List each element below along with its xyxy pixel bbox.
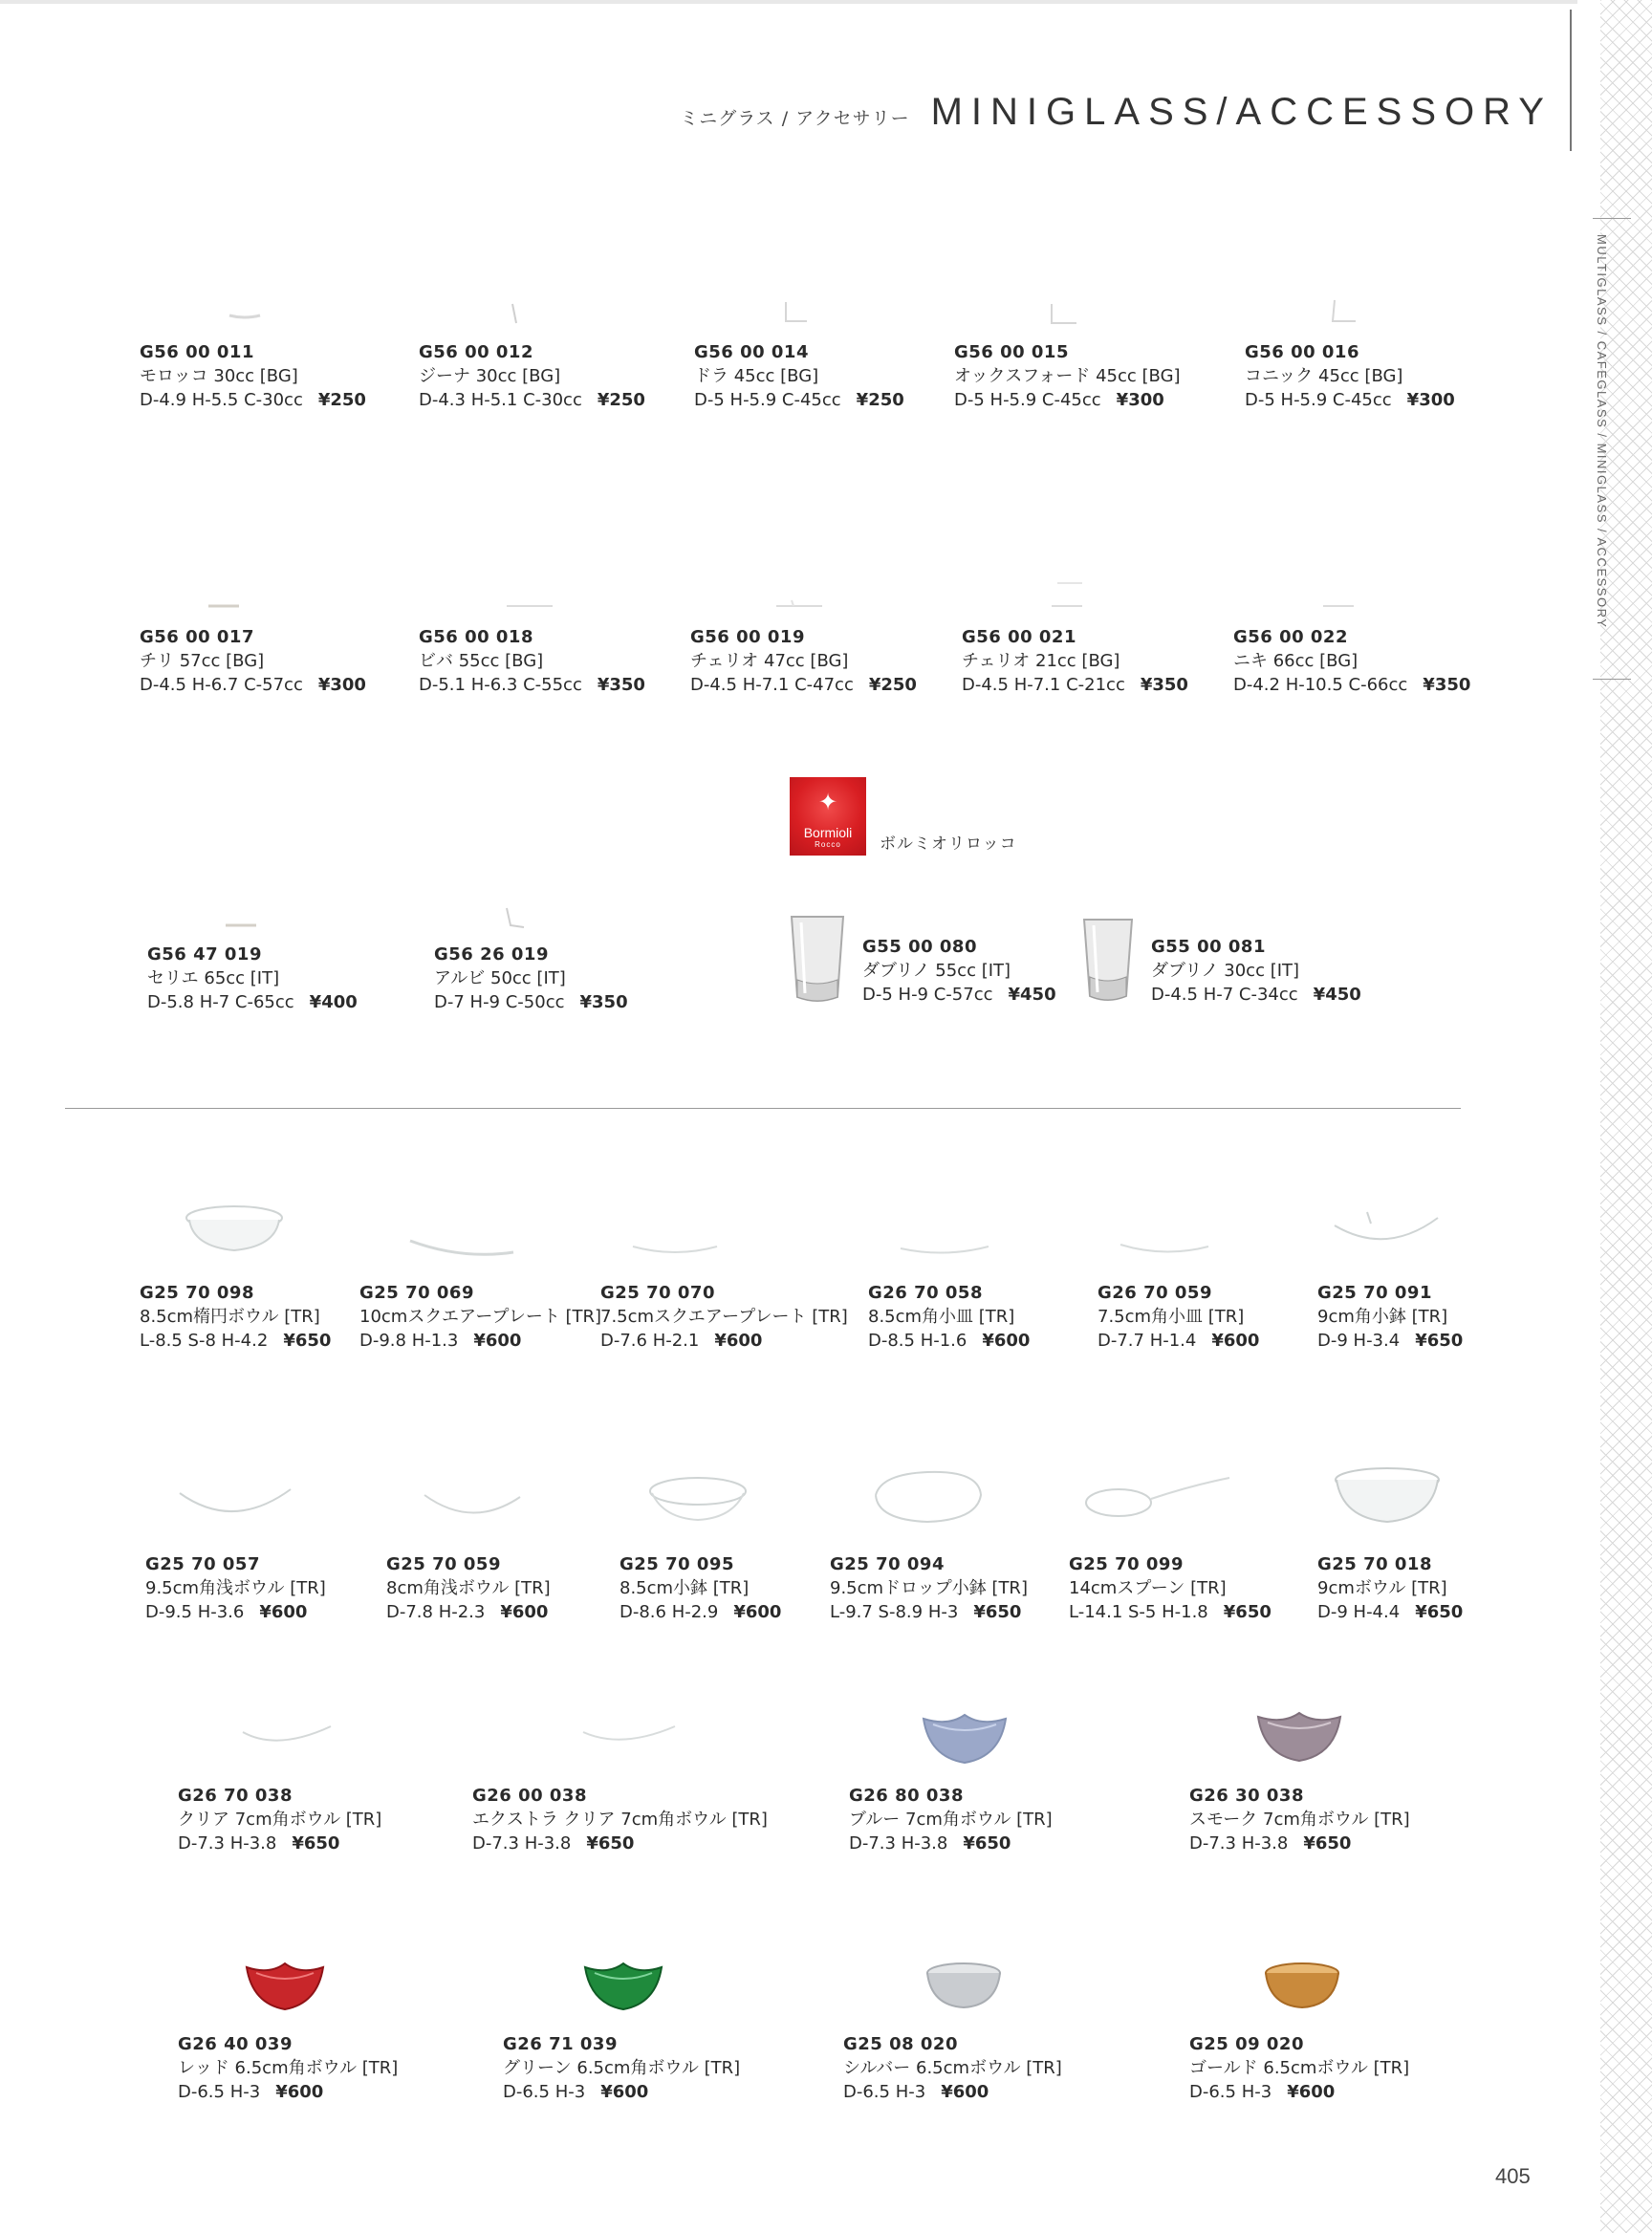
product-name: 8.5cm楕円ボウル [TR] — [140, 1307, 320, 1327]
page-number: 405 — [1495, 2164, 1531, 2188]
product-code: G25 70 094 — [830, 1554, 945, 1574]
product-item — [694, 340, 904, 412]
product-item — [472, 1784, 768, 1855]
product-specs: D-6.5 H-3 — [843, 2082, 926, 2102]
product-specs: D-7.8 H-2.3 — [386, 1602, 486, 1622]
product-code: G56 26 019 — [434, 944, 549, 965]
product-code: G25 70 069 — [359, 1283, 474, 1303]
product-item — [359, 1281, 601, 1353]
plate-image — [406, 1233, 517, 1262]
product-price: ¥350 — [1423, 675, 1471, 695]
product-code: G26 00 038 — [472, 1786, 587, 1806]
product-specs: D-4.5 H-7.1 C-47cc — [690, 675, 854, 695]
product-item — [1069, 1552, 1272, 1624]
glass-image — [205, 600, 243, 612]
glass-image — [772, 598, 826, 612]
product-price: ¥650 — [1415, 1331, 1464, 1351]
smoke-bowl-image — [1254, 1707, 1344, 1767]
product-item — [140, 1281, 331, 1353]
product-price: ¥650 — [292, 1833, 340, 1854]
product-name: 9.5cmドロップ小鉢 [TR] — [830, 1578, 1028, 1598]
product-code: G56 00 018 — [419, 627, 533, 647]
product-item — [147, 943, 358, 1014]
product-item — [954, 340, 1181, 412]
product-specs: D-7.6 H-2.1 — [600, 1331, 700, 1351]
product-item — [1189, 2032, 1409, 2104]
product-item — [849, 1784, 1053, 1855]
product-name: 7.5cmスクエアープレート [TR] — [600, 1307, 848, 1327]
product-code: G56 00 022 — [1233, 627, 1348, 647]
bowl-image — [644, 1470, 751, 1526]
product-name: ドラ 45cc [BG] — [694, 366, 819, 386]
product-specs: D-4.3 H-5.1 C-30cc — [419, 390, 582, 410]
bowl-image — [421, 1484, 524, 1528]
product-code: G26 80 038 — [849, 1786, 964, 1806]
product-name: 8cm角浅ボウル [TR] — [386, 1578, 551, 1598]
product-item — [178, 1784, 381, 1855]
product-price: ¥600 — [1211, 1331, 1260, 1351]
product-code: G25 70 057 — [145, 1554, 260, 1574]
product-name: クリア 7cm角ボウル [TR] — [178, 1810, 382, 1830]
side-index: MULTIGLASS / CAFEGLASS / MINIGLASS / ACCESSORY — [1595, 234, 1609, 629]
product-code: G56 00 019 — [690, 627, 805, 647]
product-code: G56 47 019 — [147, 944, 262, 965]
product-code: G25 70 099 — [1069, 1554, 1184, 1574]
product-item — [962, 625, 1188, 697]
product-specs: D-9.8 H-1.3 — [359, 1331, 459, 1351]
product-item — [1233, 625, 1470, 697]
product-item — [1245, 340, 1455, 412]
product-name: シルバー 6.5cmボウル [TR] — [843, 2058, 1062, 2078]
product-price: ¥250 — [868, 675, 917, 695]
brand-caption: ボルミオリロッコ — [880, 835, 1017, 854]
product-code: G26 70 059 — [1098, 1283, 1212, 1303]
product-price: ¥450 — [1313, 985, 1361, 1005]
bowl-image — [868, 1463, 987, 1526]
product-item — [868, 1281, 1030, 1353]
bowl-image — [1329, 1206, 1444, 1262]
product-name: グリーン 6.5cm角ボウル [TR] — [503, 2058, 741, 2078]
product-specs: D-7.3 H-3.8 — [1189, 1833, 1289, 1854]
side-rule-bottom — [1593, 679, 1631, 680]
product-code: G55 00 080 — [862, 937, 977, 957]
product-code: G26 40 039 — [178, 2034, 293, 2054]
product-code: G26 70 058 — [868, 1283, 983, 1303]
logo-sub: Rocco — [815, 840, 841, 849]
product-price: ¥600 — [982, 1331, 1031, 1351]
product-price: ¥650 — [283, 1331, 332, 1351]
product-code: G56 00 012 — [419, 342, 533, 362]
product-item — [1189, 1784, 1410, 1855]
glass-image — [503, 600, 556, 612]
glass-image — [1048, 577, 1086, 612]
product-code: G25 08 020 — [843, 2034, 958, 2054]
bowl-image — [579, 1717, 679, 1755]
product-code: G25 70 098 — [140, 1283, 254, 1303]
product-name: 8.5cm小鉢 [TR] — [620, 1578, 750, 1598]
product-price: ¥600 — [1287, 2082, 1336, 2102]
product-price: ¥650 — [1223, 1602, 1272, 1622]
product-price: ¥600 — [941, 2082, 989, 2102]
bowl-image — [182, 1203, 287, 1256]
product-name: ニキ 66cc [BG] — [1233, 651, 1359, 671]
header-title-jp: ミニグラス / アクセサリー — [680, 108, 910, 129]
product-specs: D-5 H-5.9 C-45cc — [954, 390, 1101, 410]
product-price: ¥650 — [973, 1602, 1022, 1622]
product-specs: D-9 H-4.4 — [1317, 1602, 1401, 1622]
product-item — [862, 935, 1056, 1007]
product-specs: D-4.2 H-10.5 C-66cc — [1233, 675, 1408, 695]
glass-image — [499, 904, 528, 931]
side-rule-top — [1593, 218, 1631, 219]
bormioli-logo — [790, 777, 866, 856]
product-price: ¥400 — [309, 992, 358, 1012]
header-bar — [1570, 10, 1572, 151]
product-code: G56 00 015 — [954, 342, 1069, 362]
product-code: G56 00 021 — [962, 627, 1076, 647]
product-item — [690, 625, 917, 697]
product-specs: D-7.7 H-1.4 — [1098, 1331, 1197, 1351]
product-name: 9cmボウル [TR] — [1317, 1578, 1447, 1598]
product-item — [1098, 1281, 1259, 1353]
product-item — [1317, 1552, 1463, 1624]
product-price: ¥350 — [597, 675, 645, 695]
product-price: ¥600 — [733, 1602, 782, 1622]
product-code: G25 09 020 — [1189, 2034, 1304, 2054]
product-name: チェリオ 47cc [BG] — [690, 651, 849, 671]
product-specs: D-7.3 H-3.8 — [178, 1833, 277, 1854]
plate-image — [1117, 1235, 1212, 1260]
product-item — [140, 340, 366, 412]
product-specs: D-6.5 H-3 — [1189, 2082, 1272, 2102]
product-item — [419, 625, 645, 697]
spoon-image — [1080, 1470, 1233, 1524]
product-specs: D-7 H-9 C-50cc — [434, 992, 565, 1012]
logo-brand: Bormioli — [803, 825, 853, 840]
product-name: コニック 45cc [BG] — [1245, 366, 1403, 386]
glass-image — [222, 918, 260, 931]
product-name: ブルー 7cm角ボウル [TR] — [849, 1810, 1053, 1830]
product-specs: D-7.3 H-3.8 — [849, 1833, 948, 1854]
product-price: ¥600 — [500, 1602, 549, 1622]
product-specs: D-4.5 H-6.7 C-57cc — [140, 675, 303, 695]
product-item — [1151, 935, 1361, 1007]
product-price: ¥300 — [317, 675, 366, 695]
product-name: スモーク 7cm角ボウル [TR] — [1189, 1810, 1410, 1830]
blue-bowl-image — [920, 1709, 1010, 1768]
product-specs: D-9.5 H-3.6 — [145, 1602, 245, 1622]
product-specs: D-8.5 H-1.6 — [868, 1331, 967, 1351]
product-price: ¥250 — [597, 390, 645, 410]
product-name: 9.5cm角浅ボウル [TR] — [145, 1578, 326, 1598]
product-name: アルビ 50cc [IT] — [434, 968, 566, 988]
top-rule — [0, 0, 1577, 4]
product-price: ¥350 — [1140, 675, 1188, 695]
product-price: ¥600 — [259, 1602, 308, 1622]
product-price: ¥300 — [1116, 390, 1164, 410]
header-title-en: MINIGLASS/ACCESSORY — [930, 91, 1553, 133]
product-code: G26 71 039 — [503, 2034, 618, 2054]
product-specs: D-5 H-9 C-57cc — [862, 985, 993, 1005]
glass-image — [226, 308, 264, 321]
product-code: G26 30 038 — [1189, 1786, 1304, 1806]
product-specs: D-5.8 H-7 C-65cc — [147, 992, 294, 1012]
product-code: G25 70 059 — [386, 1554, 501, 1574]
product-name: 10cmスクエアープレート [TR] — [359, 1307, 602, 1327]
product-item — [600, 1281, 848, 1353]
product-item — [1317, 1281, 1463, 1353]
shot-glass-image — [788, 913, 847, 1008]
plate-image — [629, 1233, 721, 1260]
product-name: セリエ 65cc [IT] — [147, 968, 280, 988]
product-specs: D-6.5 H-3 — [178, 2082, 261, 2102]
product-price: ¥650 — [586, 1833, 635, 1854]
product-name: ゴールド 6.5cmボウル [TR] — [1189, 2058, 1410, 2078]
section-divider — [65, 1108, 1461, 1109]
product-code: G25 70 091 — [1317, 1283, 1432, 1303]
product-name: オックスフォード 45cc [BG] — [954, 366, 1181, 386]
glass-image — [1325, 296, 1359, 327]
page-header — [680, 91, 1553, 134]
product-price: ¥600 — [600, 2082, 649, 2102]
product-price: ¥300 — [1406, 390, 1455, 410]
product-specs: D-4.5 H-7 C-34cc — [1151, 985, 1298, 1005]
gold-bowl-image — [1260, 1960, 1344, 2013]
green-bowl-image — [581, 1958, 665, 2015]
product-code: G56 00 014 — [694, 342, 809, 362]
product-name: エクストラ クリア 7cm角ボウル [TR] — [472, 1810, 768, 1830]
product-code: G56 00 011 — [140, 342, 254, 362]
plate-image — [897, 1237, 992, 1260]
product-name: 7.5cm角小皿 [TR] — [1098, 1307, 1245, 1327]
product-name: チェリオ 21cc [BG] — [962, 651, 1120, 671]
product-code: G25 70 018 — [1317, 1554, 1432, 1574]
product-price: ¥450 — [1008, 985, 1056, 1005]
product-item — [419, 340, 645, 412]
product-item — [503, 2032, 740, 2104]
product-specs: D-5 H-5.9 C-45cc — [694, 390, 841, 410]
product-name: 8.5cm角小皿 [TR] — [868, 1307, 1015, 1327]
product-specs: D-7.3 H-3.8 — [472, 1833, 572, 1854]
product-specs: L-14.1 S-5 H-1.8 — [1069, 1602, 1208, 1622]
product-name: ダブリノ 55cc [IT] — [862, 961, 1011, 981]
product-price: ¥350 — [579, 992, 628, 1012]
product-specs: D-9 H-3.4 — [1317, 1331, 1401, 1351]
product-code: G56 00 017 — [140, 627, 254, 647]
product-item — [386, 1552, 551, 1624]
product-price: ¥650 — [1415, 1602, 1464, 1622]
product-price: ¥600 — [275, 2082, 324, 2102]
glass-image — [505, 302, 524, 327]
product-item — [178, 2032, 398, 2104]
product-item — [140, 625, 366, 697]
product-code: G26 70 038 — [178, 1786, 293, 1806]
product-price: ¥650 — [1303, 1833, 1352, 1854]
product-name: 14cmスプーン [TR] — [1069, 1578, 1227, 1598]
product-specs: D-6.5 H-3 — [503, 2082, 586, 2102]
product-code: G25 70 070 — [600, 1283, 715, 1303]
product-item — [620, 1552, 781, 1624]
product-price: ¥600 — [714, 1331, 763, 1351]
bowl-image — [176, 1480, 294, 1528]
product-code: G56 00 016 — [1245, 342, 1359, 362]
sparkle-icon: ✦ — [817, 790, 838, 815]
product-price: ¥250 — [317, 390, 366, 410]
product-name: モロッコ 30cc [BG] — [140, 366, 298, 386]
product-item — [843, 2032, 1062, 2104]
product-name: チリ 57cc [BG] — [140, 651, 265, 671]
shot-glass-image — [1080, 916, 1136, 1008]
product-item — [145, 1552, 326, 1624]
bowl-image — [1331, 1464, 1444, 1528]
product-specs: D-4.9 H-5.5 C-30cc — [140, 390, 303, 410]
red-bowl-image — [243, 1958, 327, 2015]
product-price: ¥650 — [963, 1833, 1011, 1854]
silver-bowl-image — [922, 1960, 1006, 2013]
glass-image — [1319, 596, 1358, 612]
bowl-image — [239, 1717, 335, 1755]
product-name: 9cm角小鉢 [TR] — [1317, 1307, 1448, 1327]
glass-image — [1044, 300, 1082, 327]
product-name: レッド 6.5cm角ボウル [TR] — [178, 2058, 399, 2078]
product-name: ビバ 55cc [BG] — [419, 651, 544, 671]
product-specs: L-8.5 S-8 H-4.2 — [140, 1331, 269, 1351]
product-price: ¥250 — [856, 390, 904, 410]
product-code: G55 00 081 — [1151, 937, 1266, 957]
glass-image — [778, 298, 811, 327]
product-item — [830, 1552, 1028, 1624]
product-specs: L-9.7 S-8.9 H-3 — [830, 1602, 959, 1622]
product-specs: D-4.5 H-7.1 C-21cc — [962, 675, 1125, 695]
product-specs: D-5.1 H-6.3 C-55cc — [419, 675, 582, 695]
product-name: ジーナ 30cc [BG] — [419, 366, 561, 386]
product-specs: D-8.6 H-2.9 — [620, 1602, 719, 1622]
product-specs: D-5 H-5.9 C-45cc — [1245, 390, 1392, 410]
product-name: ダブリノ 30cc [IT] — [1151, 961, 1300, 981]
product-code: G25 70 095 — [620, 1554, 734, 1574]
product-item — [434, 943, 628, 1014]
product-price: ¥600 — [473, 1331, 522, 1351]
